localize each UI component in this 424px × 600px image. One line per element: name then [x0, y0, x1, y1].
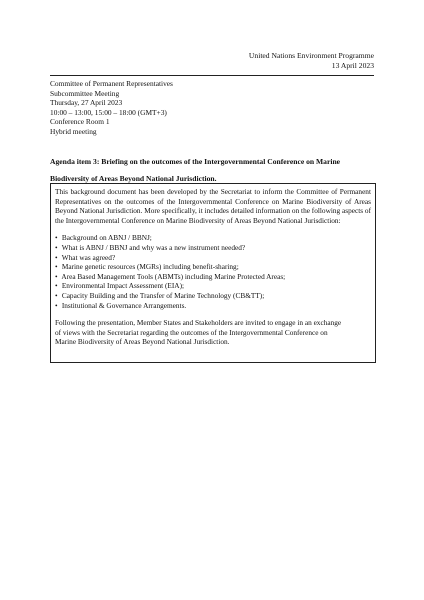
- agenda-line-1: Agenda item 3: Briefing on the outcomes of the Intergovernmental Conference on Marine: [50, 157, 341, 166]
- organization-name: United Nations Environment Programme: [248, 51, 374, 60]
- bullet-icon: •: [55, 271, 58, 281]
- list-item: [55, 243, 371, 253]
- agenda-line-2: Biodiversity of Areas Beyond National Jurisdiction.: [50, 174, 217, 183]
- list-item: [55, 281, 371, 291]
- closing-paragraph: [55, 318, 371, 347]
- organization-header: [249, 51, 374, 71]
- list-item-text: What is ABNJ / BBNJ and why was a new instrument needed?: [61, 242, 246, 252]
- bullet-icon: •: [55, 233, 58, 243]
- bullet-icon: •: [55, 300, 58, 310]
- meeting-room: Conference Room 1: [50, 117, 110, 127]
- closing-line-3: Marine Biodiversity of Areas Beyond National Jurisdiction.: [55, 337, 230, 347]
- document-date: 13 April 2023: [331, 61, 374, 70]
- bullet-icon: •: [55, 290, 58, 300]
- meeting-date: Thursday, 27 April 2023: [50, 98, 123, 108]
- list-item: [55, 301, 371, 311]
- background-info-box: [50, 183, 376, 363]
- header-divider: [50, 75, 374, 76]
- list-item: [55, 233, 371, 243]
- list-item: [55, 291, 371, 301]
- meeting-format: Hybrid meeting: [50, 126, 97, 136]
- meeting-committee: Committee of Permanent Representatives: [50, 79, 173, 88]
- bullet-icon: •: [55, 242, 58, 252]
- intro-paragraph: This background document has been developed by the Secretariat to inform the Committee of Permanent Representatives on the outcomes of the Intergovernmental Conference on Marine Biodiversity of Areas Beyond National Jurisdiction. More specifically, it includes detailed information on the following aspects of the Intergovernmental Conference on Marine Biodiversity of Areas Beyond National Jurisdiction:: [55, 187, 371, 225]
- meeting-details: [50, 79, 173, 137]
- closing-line-1: Following the presentation, Member States and Stakeholders are invited to engage in an exchange: [55, 318, 342, 328]
- list-item-text: Area Based Management Tools (ABMTs) including Marine Protected Areas;: [61, 271, 286, 281]
- list-item-text: Environmental Impact Assessment (EIA);: [61, 281, 185, 291]
- meeting-time: 10:00 – 13:00, 15:00 – 18:00 (GMT+3): [50, 107, 167, 117]
- meeting-type: Subcommittee Meeting: [50, 88, 120, 98]
- list-item-text: Background on ABNJ / BBNJ;: [61, 233, 152, 243]
- closing-line-2: of views with the Secretariat regarding the outcomes of the Intergovernmental Conference on: [55, 327, 328, 337]
- list-item: [55, 262, 371, 272]
- list-item: [55, 253, 371, 263]
- list-item-text: Marine genetic resources (MGRs) including benefit-sharing;: [61, 262, 239, 272]
- bullet-icon: •: [55, 252, 58, 262]
- list-item: [55, 272, 371, 282]
- topic-list: [55, 233, 371, 310]
- list-item-text: Capacity Building and the Transfer of Marine Technology (CB&TT);: [61, 290, 265, 300]
- list-item-text: Institutional & Governance Arrangements.: [61, 300, 187, 310]
- agenda-item-heading: [50, 153, 376, 187]
- list-item-text: What was agreed?: [61, 252, 116, 262]
- bullet-icon: •: [55, 281, 58, 291]
- bullet-icon: •: [55, 262, 58, 272]
